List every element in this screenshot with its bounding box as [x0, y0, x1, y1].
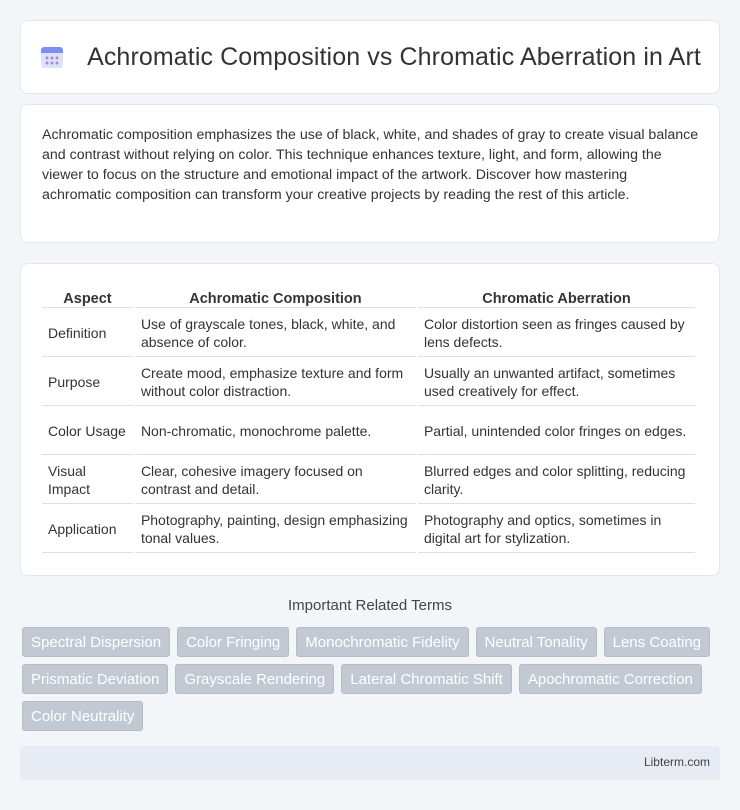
table-cell: Usually an unwanted artifact, sometimes used creatively for effect.: [418, 359, 695, 406]
header-achromatic: Achromatic Composition: [135, 286, 416, 308]
table-cell: Definition: [42, 310, 133, 357]
related-terms-title: Important Related Terms: [288, 597, 452, 614]
table-row: [42, 457, 695, 504]
term-tag[interactable]: Color Neutrality: [22, 701, 143, 731]
table-cell: Non-chromatic, monochrome palette.: [135, 408, 416, 455]
table-cell: Partial, unintended color fringes on edges.: [418, 408, 695, 455]
intro-card: [20, 104, 720, 243]
title-card: [20, 20, 720, 94]
table-cell: Visual Impact: [42, 457, 133, 504]
comparison-table-card: [20, 263, 720, 576]
page-title: Achromatic Composition vs Chromatic Aberration in Art: [87, 42, 701, 71]
footer: [20, 746, 720, 780]
calendar-icon: [39, 44, 65, 70]
comparison-table: [40, 284, 697, 555]
term-tag[interactable]: Neutral Tonality: [476, 627, 597, 657]
header-aspect: Aspect: [42, 286, 133, 308]
term-tag[interactable]: Color Fringing: [177, 627, 289, 657]
table-cell: Application: [42, 506, 133, 553]
term-tag[interactable]: Prismatic Deviation: [22, 664, 168, 694]
table-row: [42, 310, 695, 357]
table-cell: Color Usage: [42, 408, 133, 455]
table-header-row: [42, 286, 695, 308]
table-row: [42, 506, 695, 553]
footer-site-link[interactable]: Libterm.com: [643, 755, 710, 769]
table-cell: Photography and optics, sometimes in digital art for stylization.: [418, 506, 695, 553]
table-cell: Photography, painting, design emphasizing tonal values.: [135, 506, 416, 553]
term-tag[interactable]: Spectral Dispersion: [22, 627, 170, 657]
table-row: [42, 408, 695, 455]
table-cell: Blurred edges and color splitting, reducing clarity.: [418, 457, 695, 504]
table-cell: Clear, cohesive imagery focused on contrast and detail.: [135, 457, 416, 504]
table-cell: Purpose: [42, 359, 133, 406]
table-cell: Create mood, emphasize texture and form without color distraction.: [135, 359, 416, 406]
term-tag[interactable]: Lens Coating: [604, 627, 710, 657]
term-tag[interactable]: Monochromatic Fidelity: [296, 627, 468, 657]
table-cell: Color distortion seen as fringes caused by lens defects.: [418, 310, 695, 357]
table-cell: Use of grayscale tones, black, white, and absence of color.: [135, 310, 416, 357]
intro-text: Achromatic composition emphasizes the use of black, white, and shades of gray to create visual balance and contrast without relying on color. This technique enhances texture, light, and form, allowing the viewer to focus on the structure and emotional impact of the artwork. Discover how mastering achromatic composition can transform your creative projects by reading the rest of this article.: [42, 127, 699, 203]
related-terms-list: [22, 627, 722, 731]
header-chromatic: Chromatic Aberration: [418, 286, 695, 308]
term-tag[interactable]: Apochromatic Correction: [519, 664, 702, 694]
table-row: [42, 359, 695, 406]
term-tag[interactable]: Lateral Chromatic Shift: [341, 664, 512, 694]
term-tag[interactable]: Grayscale Rendering: [175, 664, 334, 694]
